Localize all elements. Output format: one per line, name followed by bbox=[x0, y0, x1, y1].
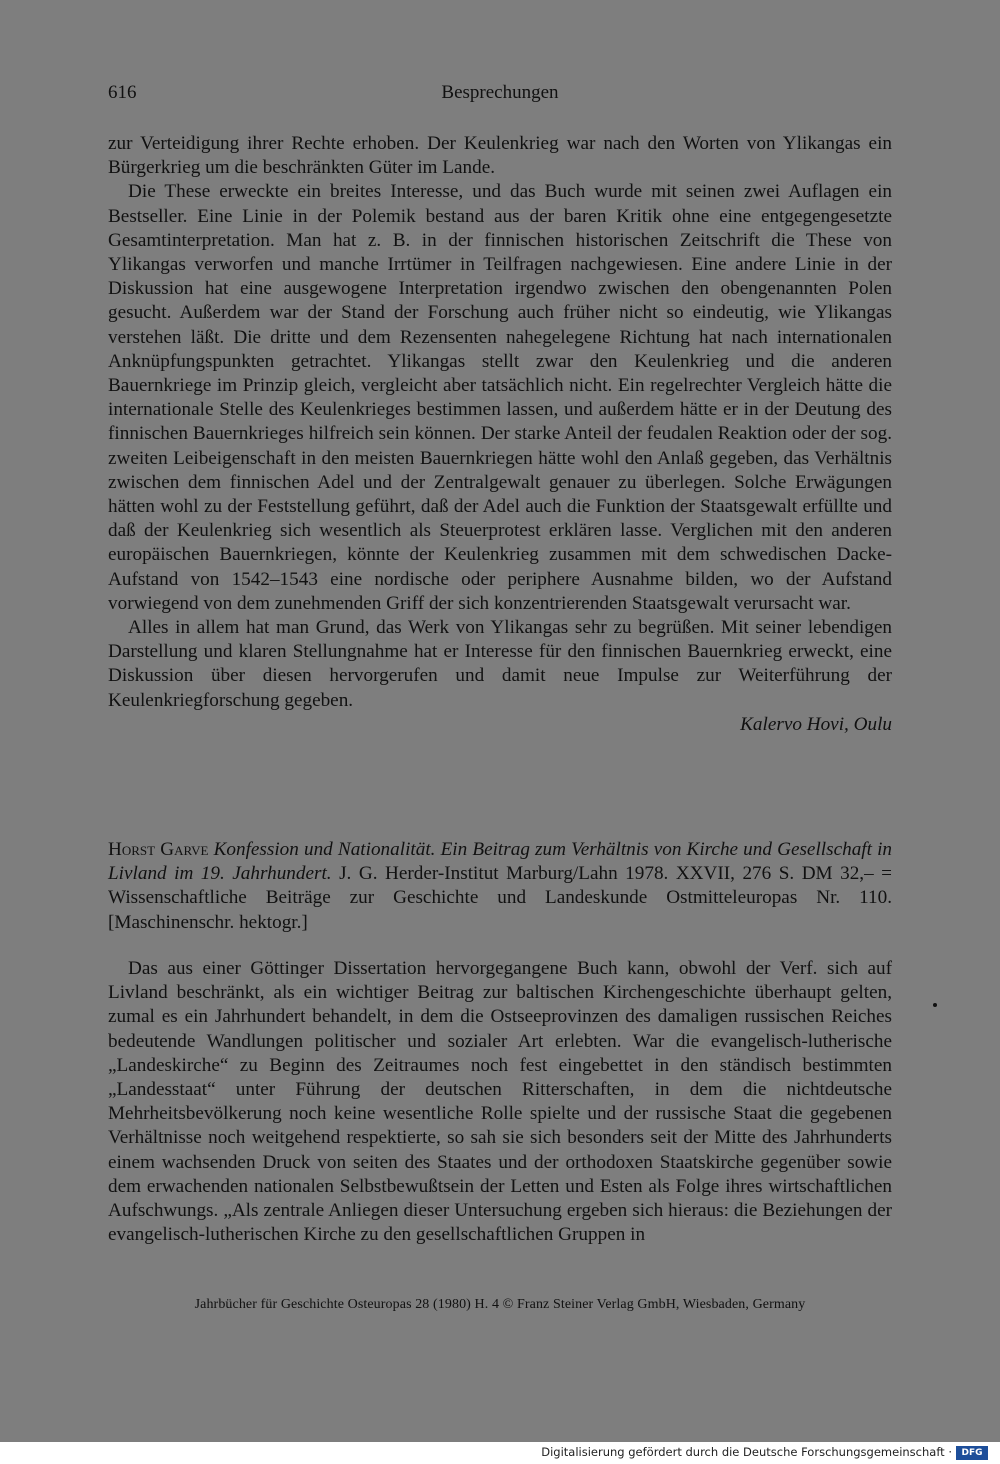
book-author: Horst Garve bbox=[108, 839, 209, 860]
dfg-logo: DFG bbox=[956, 1446, 988, 1460]
page-header bbox=[108, 82, 892, 110]
digitization-bar bbox=[0, 1442, 1000, 1464]
paragraph: Alles in allem hat man Grund, das Werk von Ylikangas sehr zu begrüßen. Mit seiner lebendigen Darstellung und klaren Stellungnahme hat er Interesse für den finnischen Bauernkrieg erweckt, eine Diskussion über diesen hervorgerufen und damit neue Impulse zur Weiterführung der Keulenkriegforschung gegeben. bbox=[108, 617, 892, 711]
reviewer-signature: Kalervo Hovi, Oulu bbox=[740, 713, 892, 735]
scan-speck bbox=[933, 1003, 937, 1007]
paragraph: Die These erweckte ein breites Interesse, und das Buch wurde mit seinen zwei Auflagen ein Bestseller. Eine Linie in der Polemik bestand aus der baren Kritik ohne eine entgegengesetzte Gesamtinterpretation. Man hat z. B. in der finnischen historischen Zeitschrift die These von Ylikangas verworfen und manche Irrtümer in Teilfragen nachgewiesen. Eine andere Linie in der Diskussion hat eine ausgewogene Interpretation irgendwo zwischen den obengenannten Polen gesucht. Außerdem war der Stand der Forschung auch früher nicht so eindeutig, wie Ylikangas verstehen läßt. Die dritte und dem Rezensenten nahegelegene Richtung hat nach internationalen Anknüpfungspunkten getrachtet. Ylikangas stellt zwar den Keulenkrieg und die anderen Bauernkriege im Prinzip gleich, vergleicht aber tatsächlich nicht. Ein regelrechter Vergleich hätte die internationale Stelle des Keulenkrieges bestimmen lassen, und außerdem hätte er in der Deutung des finnischen Bauernkrieges hilfreich sein können. Der starke Anteil der feudalen Reaktion oder der sog. zweiten Leibeigenschaft in den meisten Bauernkriegen hätte wohl den Anlaß gegeben, das Verhältnis zwischen dem finnischen Adel und der Zentralgewalt genauer zu überlegen. Solche Erwägungen hätten wohl zu der Feststellung geführt, daß der Adel auch die Funktion der Staatsgewalt erfüllte und daß der Keulenkrieg sich wesentlich als Steuerprotest erklären lasse. Verglichen mit den anderen europäischen Bauernkriegen, könnte der Keulenkrieg zusammen mit dem schwedischen Dacke-Aufstand von 1542–1543 eine nordische oder periphere Ausnahme bilden, wo der Aufstand vorwiegend von dem zunehmenden Griff der sich konzentrierenden Staatsgewalt verursacht war. bbox=[108, 181, 892, 614]
review-bibliographic-heading bbox=[108, 838, 892, 935]
paragraph: zur Verteidigung ihrer Rechte erhoben. Der Keulenkrieg war nach den Worten von Ylikangas ein Bürgerkrieg um die beschränkten Güter im Lande. bbox=[108, 133, 892, 179]
running-head: Besprechungen bbox=[441, 82, 559, 103]
page-number: 616 bbox=[108, 82, 137, 103]
bibliographic-details: J. G. Herder-Institut Marburg/Lahn 1978. XXVII, 276 S. DM 32,– = Wissenschaftliche Beiträge zur Geschichte und Landeskunde Ostmitteleuropas Nr. 110. [Maschinenschr. hektogr.] bbox=[108, 863, 892, 933]
journal-citation: Jahrbücher für Geschichte Osteuropas 28 (1980) H. 4 © Franz Steiner Verlag GmbH, Wiesbaden, Germany bbox=[194, 1297, 806, 1312]
review-garve bbox=[108, 957, 892, 1247]
book-title: Konfession und Nationalität. Ein Beitrag zum Verhältnis von Kirche und Gesellschaft in Livland im 19. Jahrhundert. bbox=[108, 839, 893, 885]
dfg-credit-text: Digitalisierung gefördert durch die Deutsche Forschungsgemeinschaft · bbox=[541, 1445, 952, 1459]
review-ylikangas bbox=[108, 132, 892, 737]
paragraph: Das aus einer Göttinger Dissertation hervorgegangene Buch kann, obwohl der Verf. sich auf Livland beschränkt, als ein wichtiger Beitrag zur baltischen Kirchengeschichte überhaupt gelten, zumal es ein Jahrhundert behandelt, in dem die Ostseeprovinzen des damaligen russischen Reiches bedeutende Wandlungen politischer und sozialer Art erlebten. War die evangelisch-lutherische „Landeskirche“ zu Beginn des Zeitraumes noch fest eingebettet in den ständisch bestimmten „Landesstaat“ unter Führung der deutschen Ritterschaften, in dem die nichtdeutsche Mehrheitsbevölkerung noch keine wesentliche Rolle spielte und der russische Staat die gegebenen Verhältnisse noch weitgehend respektierte, so sah sie sich besonders seit der Mitte des Jahrhunderts einem wachsenden Druck von seiten des Staates und der orthodoxen Staatskirche gegenüber sowie dem erwachenden nationalen Selbstbewußtsein der Letten und Esten als Folge ihres wirtschaftlichen Aufschwungs. „Als zentrale Anliegen dieser Untersuchung ergeben sich hieraus: die Beziehungen der evangelisch-lutherischen Kirche zu den gesellschaftlichen Gruppen in bbox=[108, 958, 892, 1246]
